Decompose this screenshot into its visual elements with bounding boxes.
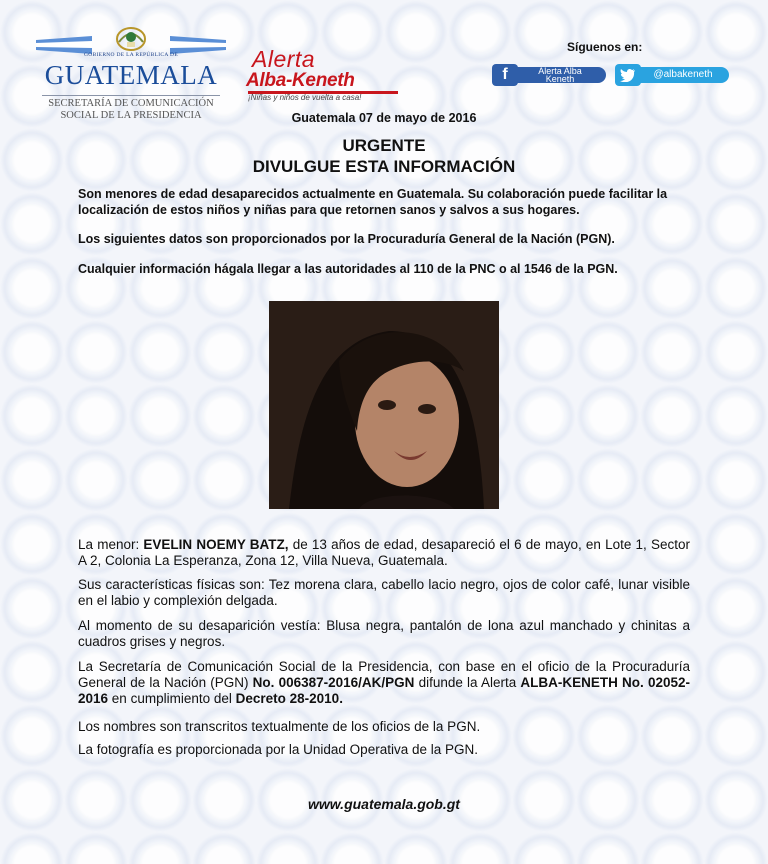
- legal-text: La Secretaría de Comunicación Social de la Presidencia, con base en el oficio de la Procuraduría General de la Nación (PGN): [78, 659, 690, 690]
- secretariat-line-1: SECRETARÍA DE COMUNICACIÓN: [48, 98, 214, 109]
- alert-legal-paragraph: [78, 659, 690, 707]
- urgent-line-1: URGENTE: [342, 136, 426, 155]
- portrait-illustration: [269, 301, 499, 509]
- secretariat-line-2: SOCIAL DE LA PRESIDENCIA: [60, 110, 202, 121]
- footer-website-link[interactable]: www.guatemala.gob.gt: [308, 796, 460, 812]
- urgent-heading: [0, 135, 768, 177]
- child-details-paragraph: [78, 537, 690, 569]
- alerta-wordmark: Alerta: [252, 46, 316, 72]
- follow-us-label: Síguenos en:: [567, 40, 643, 54]
- decree-reference: Decreto 28-2010.: [235, 691, 343, 706]
- twitter-link[interactable]: [615, 63, 731, 87]
- details-text: de 13 años de edad, desapareció el 6 de mayo, en Lote 1, Sector A 2, Colonia La Esperanza, Zona 12, Villa Nueva, Guatemala.: [78, 537, 690, 568]
- missing-child-photo: [269, 301, 499, 509]
- alba-keneth-wordmark: Alba-Keneth: [246, 70, 355, 91]
- alba-keneth-logo: [246, 48, 402, 104]
- photo-credit-note: La fotografía es proporcionada por la Unidad Operativa de la PGN.: [78, 742, 478, 757]
- facebook-label: [514, 67, 606, 83]
- guatemala-government-logo: [36, 20, 226, 124]
- intro-paragraph-3: Cualquier información hágala llegar a las autoridades al 110 de la PNC o al 1546 de la PGN.: [78, 262, 618, 276]
- urgent-line-2: DIVULGUE ESTA INFORMACIÓN: [252, 157, 516, 176]
- intro-paragraph-2: Los siguientes datos son proporcionados por la Procuraduría General de la Nación (PGN).: [78, 232, 615, 246]
- document-date: Guatemala 07 de mayo de 2016: [291, 111, 477, 125]
- logo-divider: [42, 95, 220, 96]
- facebook-icon: f: [492, 64, 518, 86]
- legal-text: difunde la Alerta: [414, 675, 521, 690]
- clothing-description: Al momento de su desaparición vestía: Blusa negra, pantalón de lona azul manchado y chinitas a cuadros grises y negros.: [78, 618, 690, 649]
- details-text: La menor:: [78, 537, 144, 552]
- names-note: Los nombres son transcritos textualmente de los oficios de la PGN.: [78, 719, 481, 734]
- pgn-reference: No. 006387-2016/AK/PGN: [252, 675, 415, 690]
- twitter-bird-icon: [615, 64, 641, 86]
- government-caption: GOBIERNO DE LA REPÚBLICA DE: [84, 52, 178, 58]
- facebook-link[interactable]: [492, 63, 606, 87]
- alba-keneth-tagline: ¡Niñas y niños de vuelta a casa!: [248, 93, 362, 102]
- guatemala-emblem-icon: [109, 22, 153, 52]
- facebook-label-line-1: Alerta Alba: [538, 66, 582, 76]
- guatemala-wordmark: GUATEMALA: [44, 60, 218, 90]
- physical-description: Sus características físicas son: Tez morena clara, cabello lacio negro, ojos de color café, lunar visible en el labio y complexión delgada.: [78, 577, 690, 608]
- legal-text: en cumplimiento del: [108, 691, 236, 706]
- intro-paragraph-1: Son menores de edad desaparecidos actualmente en Guatemala. Su colaboración puede facilitar la localización de estos niños y niñas para que retornen sanos y salvos a sus hogares.: [78, 187, 668, 217]
- facebook-label-line-2: Keneth: [545, 74, 575, 84]
- alert-number: ALBA-KENETH No. 02052-2016: [78, 675, 690, 706]
- child-name: EVELIN NOEMY BATZ,: [143, 537, 289, 552]
- twitter-handle: @albakeneth: [637, 67, 729, 83]
